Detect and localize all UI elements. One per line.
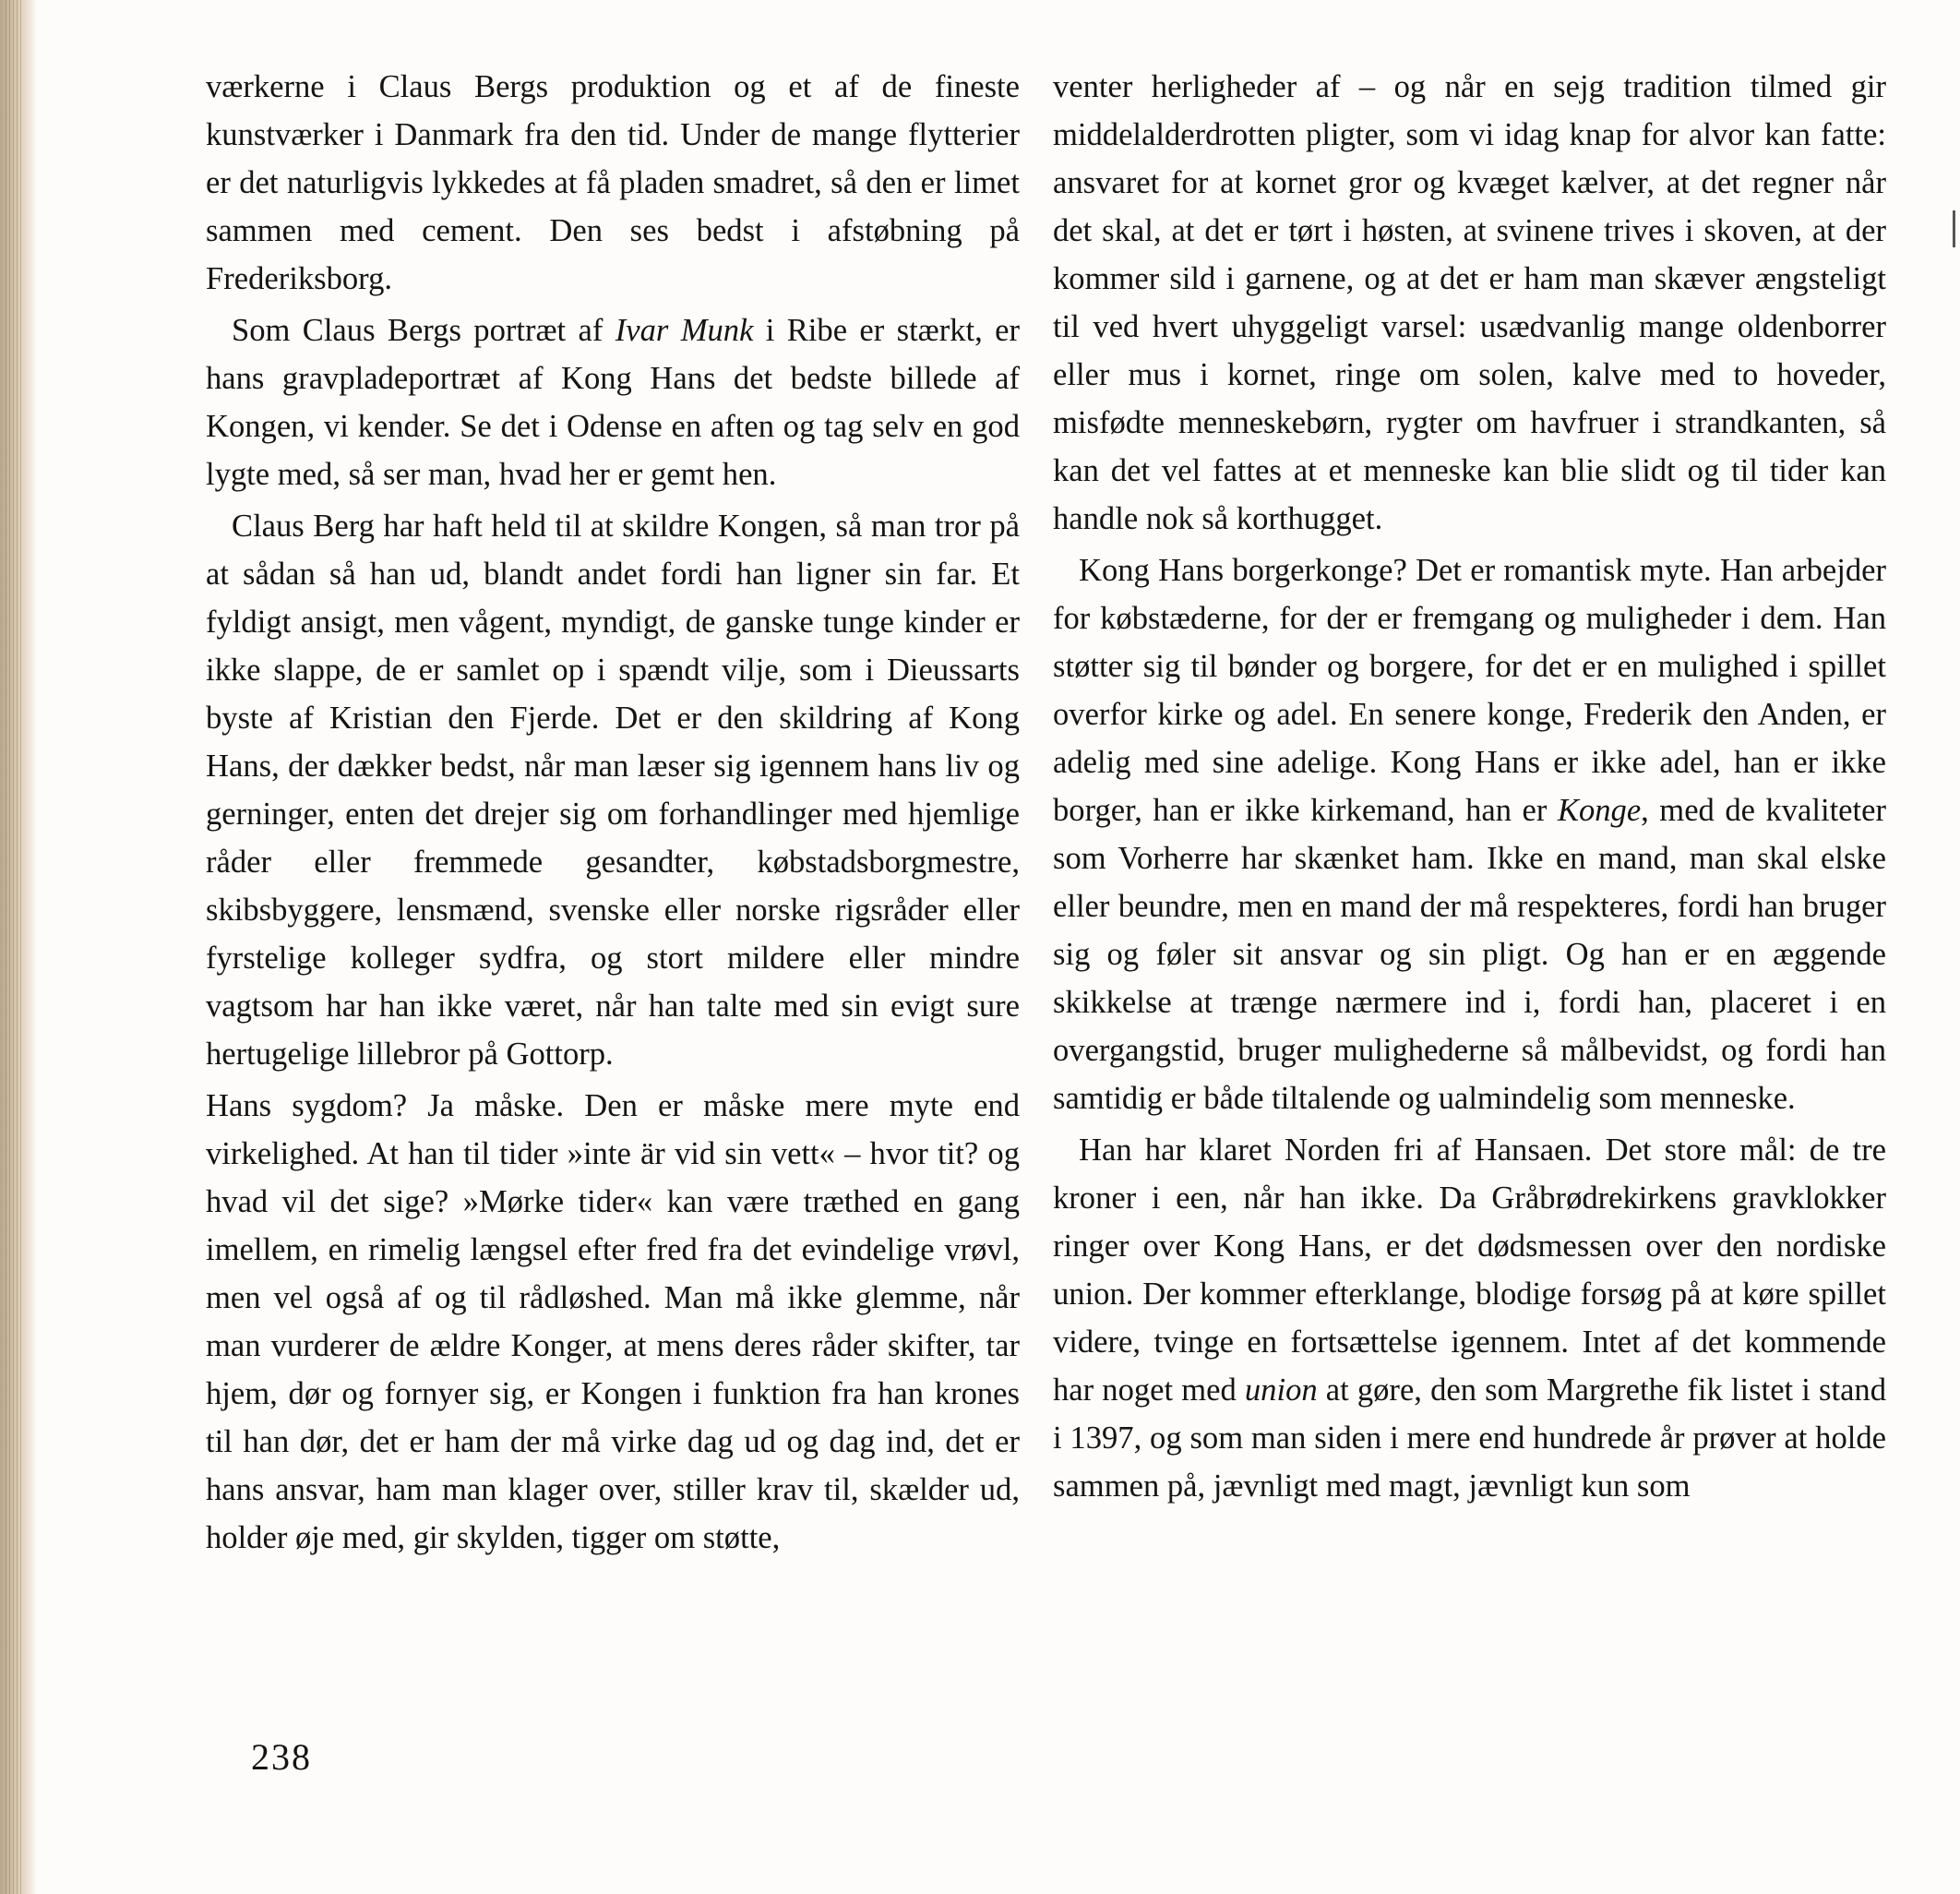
page-number: 238 bbox=[251, 1736, 312, 1778]
right-text-column bbox=[1053, 63, 1886, 1510]
paragraph-text: at gøre, den som Margrethe fik listet i stand i 1397, og som man siden i mere end hundrede år prøver at holde sammen på, jævnligt med magt, jævnligt kun som bbox=[1053, 1373, 1886, 1504]
paragraph-text: Claus Berg har haft held til at skildre Kongen, så man tror på at sådan så han ud, blandt andet fordi han ligner sin far. Et fyldigt ansigt, men vågent, myndigt, de ganske tunge kinder er ikke slappe, de er samlet op i spændt vilje, som i Dieussarts byste af Kristian den Fjerde. Det er den skildring af Kong Hans, der dækker bedst, når man læser sig igennem hans liv og gerninger, enten det drejer sig om forhandlinger med hjemlige råder eller fremmede gesandter, købstadsborgmestre, skibsbyggere, lensmænd, svenske eller norske rigsråder eller fyrstelige kolleger sydfra, og stort mildere eller mindre vagtsom har han ikke været, når han talte med sin evigt sure hertugelige lillebror på Gottorp. bbox=[206, 509, 1020, 1072]
paragraph-text: Hans sygdom? Ja måske. Den er måske mere myte end virkelighed. At han til tider »inte är vid sin vett« – hvor tit? og hvad vil det sige? »Mørke tider« kan være træthed en gang imellem, en rimelig længsel efter fred fra det evindelige vrøvl, men vel også af og til rådløshed. Man må ikke glemme, når man vurderer de ældre Konger, at mens deres råder skifter, tar hjem, dør og fornyer sig, er Kongen i funktion fra han krones til han dør, det er ham der må virke dag ud og dag ind, det er hans ansvar, ham man klager over, stiller krav til, skælder ud, holder øje med, gir skylden, tigger om støtte, bbox=[206, 1088, 1020, 1555]
italic-name: Ivar Munk bbox=[615, 313, 754, 348]
paragraph-text: værkerne i Claus Bergs produktion og et af de fineste kunstværker i Danmark fra den tid. Under de mange flytterier er det naturligvis lykkedes at få pladen smadret, så den er limet sammen med cement. Den ses bedst i afstøbning på Frederiksborg. bbox=[206, 69, 1020, 296]
italic-word: union bbox=[1244, 1373, 1318, 1408]
paragraph bbox=[206, 63, 1020, 303]
italic-word: Konge bbox=[1557, 793, 1642, 828]
paragraph bbox=[1053, 1126, 1886, 1510]
paragraph-text: venter herligheder af – og når en sejg tradition tilmed gir middelalderdrotten pligter, som vi idag knap for alvor kan fatte: ansvaret for at kornet gror og kvæget kælver, at det regner når det skal, at det er tørt i høsten, at svinene trives i skoven, at der kommer sild i garnene, og at det er ham man skæver ængsteligt til ved hvert uhyggeligt varsel: usædvanlig mange oldenborrer eller mus i kornet, ringe om solen, kalve med to hoveder, misfødte menneskebørn, rygter om havfruer i strandkanten, så kan det vel fattes at et menneske kan blie slidt og til tider kan handle nok så korthugget. bbox=[1053, 69, 1886, 536]
paragraph-text: Han har klaret Norden fri af Hansaen. Det store mål: de tre kroner i een, når han ikke. Da Gråbrødrekirkens gravklokker ringer over Kong Hans, er det dødsmessen over den nordiske union. Der kommer efterklange, blodige forsøg på at køre spillet videre, tvinge en fortsættelse igennem. Intet af det kommende har noget med bbox=[1053, 1133, 1886, 1408]
left-text-column bbox=[206, 63, 1020, 1562]
paragraph-text: Kong Hans borgerkonge? Det er romantisk myte. Han arbejder for købstæderne, for der er fremgang og muligheder i dem. Han støtter sig til bønder og borgere, for det er en mulighed i spillet overfor kirke og adel. En senere konge, Frederik den Anden, er adelig med sine adelige. Kong Hans er ikke adel, han er ikke borger, han er ikke kirkemand, han er bbox=[1053, 553, 1886, 828]
paragraph bbox=[206, 502, 1020, 1078]
paragraph bbox=[206, 1082, 1020, 1562]
paragraph-text: , med de kvaliteter som Vorherre har skænket ham. Ikke en mand, man skal elske eller beundre, men en mand der må respekteres, fordi han bruger sig og føler sit ansvar og sin pligt. Og han er en æggende skikkelse at trænge nærmere ind i, fordi han, placeret i en overgangstid, bruger mulighederne så målbevidst, og fordi han samtidig er både tiltalende og ualmindelig som menneske. bbox=[1053, 793, 1886, 1116]
gutter-page-edges bbox=[6, 0, 24, 1894]
paragraph bbox=[206, 306, 1020, 498]
book-gutter bbox=[0, 0, 37, 1894]
page-edge-mark bbox=[1953, 210, 1955, 247]
paragraph-text: Som Claus Bergs portræt af bbox=[232, 313, 615, 348]
paragraph bbox=[1053, 546, 1886, 1122]
paragraph bbox=[1053, 63, 1886, 543]
paragraph-text: i Ribe er stærkt, er hans gravpladeportræt af Kong Hans det bedste billede af Kongen, vi kender. Se det i Odense en aften og tag selv en god lygte med, så ser man, hvad her er gemt hen. bbox=[206, 313, 1021, 492]
